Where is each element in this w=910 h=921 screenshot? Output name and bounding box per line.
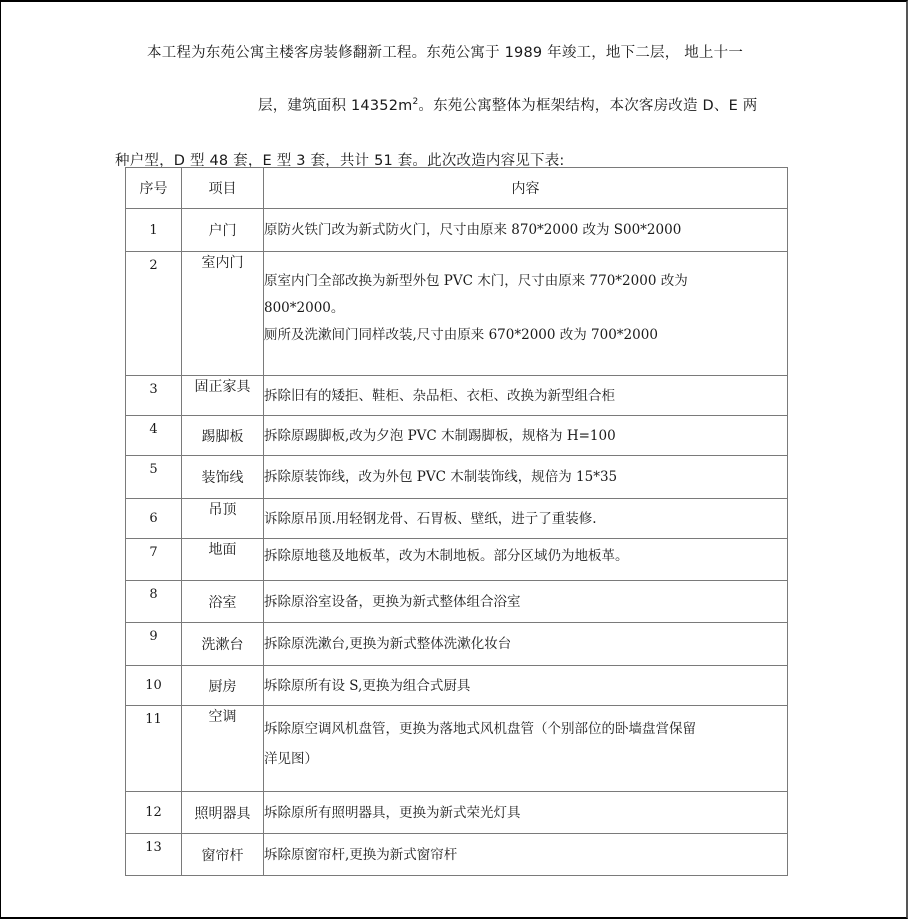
- content-line: 厕所及洗漱间门同样改装,尺寸由原来 670*2000 改为 700*2000: [264, 327, 658, 343]
- row-content: [264, 834, 788, 876]
- content-line: 拆除原浴室设备，更换为新式整体组合浴室: [264, 593, 521, 610]
- content-line: 拆除原装饰线，改为外包 PVC 木制装饰线，规倍为 15*35: [264, 469, 618, 485]
- table-row: [126, 456, 788, 499]
- intro-line-2: [258, 94, 757, 115]
- row-content: [264, 792, 788, 834]
- row-number: 4: [126, 416, 182, 456]
- row-content: [264, 376, 788, 416]
- row-number: 7: [126, 539, 182, 581]
- table-row: [126, 623, 788, 666]
- header-no: 序号: [126, 168, 182, 209]
- intro-line-3: 种户型，D 型 48 套，E 型 3 套，共计 51 套。此次改造内容见下表:: [115, 153, 565, 169]
- intro-line-1: 本工程为东苑公寓主楼客房装修翻新工程。东苑公寓于 1989 年竣工，地下二层， 地上十一: [147, 45, 744, 61]
- intro-line-2-a: 层，建筑面积 14352m: [258, 98, 413, 114]
- content-line: 拆除旧有的矮拒、鞋柜、杂品柜、衣柜、改换为新型组合柜: [264, 387, 615, 404]
- row-content: [264, 623, 788, 666]
- row-item: 踢脚板: [182, 416, 264, 456]
- row-item: 空调: [182, 706, 264, 792]
- row-number: 8: [126, 581, 182, 623]
- row-item: 户门: [182, 209, 264, 252]
- content-line: 拆除原踢脚板,改为夕泡 PVC 木制踢脚板，规格为 H=100: [264, 427, 616, 444]
- row-number: 6: [126, 499, 182, 539]
- content-line: 诉除原吊顶.用轻钢龙骨、石胃板、壁纸，进亍了重装修.: [264, 510, 597, 527]
- row-item: 窗帘杆: [182, 834, 264, 876]
- table-row: [126, 581, 788, 623]
- content-line: 原防火铁门改为新式防火门，尺寸由原来 870*2000 改为 S00*2000: [264, 222, 682, 238]
- table-row: [126, 209, 788, 252]
- row-item: 厨房: [182, 666, 264, 706]
- row-number: 1: [126, 209, 182, 252]
- table-row: [126, 539, 788, 581]
- renovation-content-table: [125, 167, 788, 876]
- row-item: 洗漱台: [182, 623, 264, 666]
- row-item: 室内门: [182, 252, 264, 376]
- row-item: 浴室: [182, 581, 264, 623]
- header-item: 项目: [182, 168, 264, 209]
- row-number: 5: [126, 456, 182, 499]
- content-line: 拆除原地毯及地板革，改为木制地板。部分区域仍为地板革。: [264, 548, 629, 564]
- header-content: 内容: [264, 168, 788, 209]
- row-content: [264, 209, 788, 252]
- table-row: [126, 706, 788, 792]
- area-unit-superscript: 2: [412, 97, 419, 108]
- table-row: [126, 834, 788, 876]
- table-body: [126, 209, 788, 876]
- content-line: 坼除原所有设 S,更换为组合式厨具: [264, 677, 471, 694]
- content-line: 坼除原所有照明器具，更换为新式荣光灯具: [264, 804, 521, 821]
- row-content: [264, 706, 788, 792]
- content-line: 800*2000。: [264, 300, 345, 316]
- row-number: 3: [126, 376, 182, 416]
- row-content: [264, 581, 788, 623]
- table-row: [126, 792, 788, 834]
- content-line: 拆除原洗漱台,更换为新式整体洗漱化妆台: [264, 636, 512, 652]
- row-content: [264, 252, 788, 376]
- content-line: 原室内门全部改换为新型外包 PVC 木门，尺寸由原来 770*2000 改为: [264, 273, 688, 289]
- row-number: 12: [126, 792, 182, 834]
- row-content: [264, 456, 788, 499]
- row-content: [264, 416, 788, 456]
- row-content: [264, 666, 788, 706]
- table-row: [126, 416, 788, 456]
- content-line: 坼除原窗帘杆,更换为新式窗帘杆: [264, 846, 458, 863]
- row-item: 照明器具: [182, 792, 264, 834]
- row-content: [264, 499, 788, 539]
- row-number: 13: [126, 834, 182, 876]
- table-row: [126, 252, 788, 376]
- row-item: 吊顶: [182, 499, 264, 539]
- row-item: 装饰线: [182, 456, 264, 499]
- row-number: 2: [126, 252, 182, 376]
- content-line: 洋见图）: [264, 751, 318, 767]
- row-content: [264, 539, 788, 581]
- table-row: [126, 376, 788, 416]
- content-line: 坼除原空调风机盘管，更换为落地式风机盘管（个别部位的卧墙盘営保留: [264, 721, 696, 737]
- row-number: 9: [126, 623, 182, 666]
- table-row: [126, 499, 788, 539]
- table-header-row: [126, 168, 788, 209]
- row-item: 地面: [182, 539, 264, 581]
- intro-line-2-b: 。东苑公寓整体为框架结构，本次客房改造 D、E 两: [418, 98, 758, 114]
- row-number: 10: [126, 666, 182, 706]
- table-row: [126, 666, 788, 706]
- row-number: 11: [126, 706, 182, 792]
- row-item: 固正家具: [182, 376, 264, 416]
